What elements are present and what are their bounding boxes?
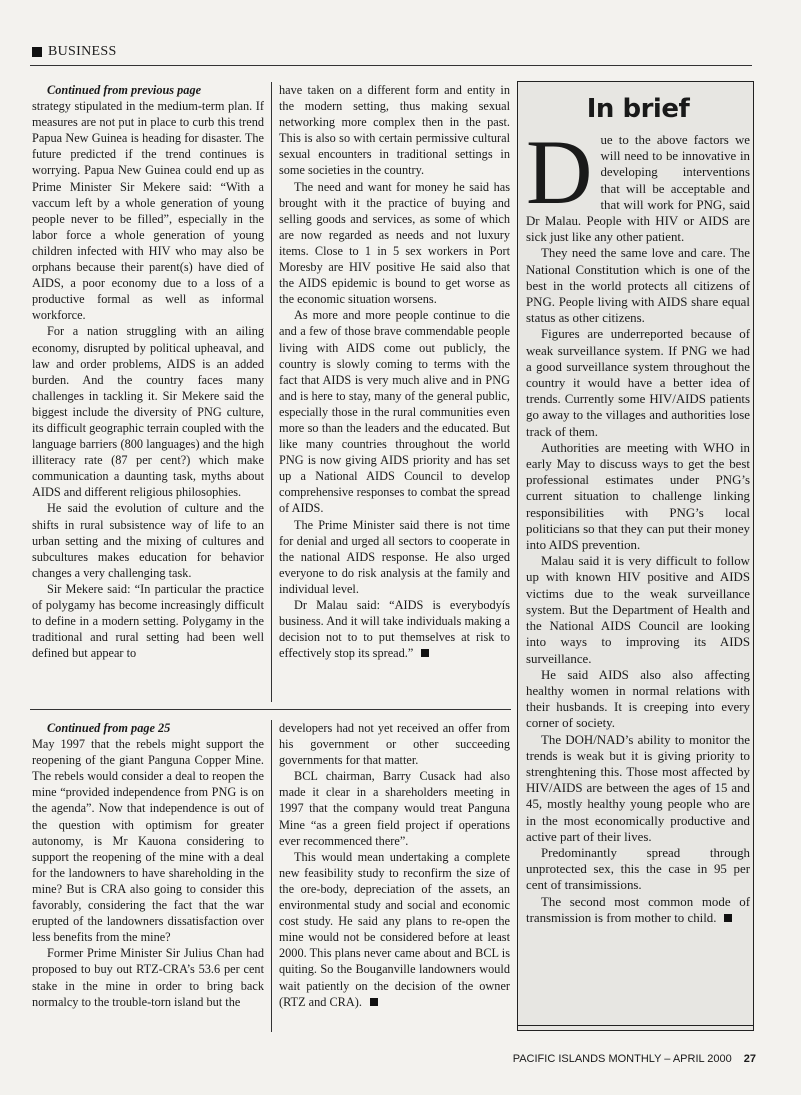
end-of-article-mark: [421, 649, 429, 657]
in-brief-first-paragraph: Due to the above factors we will need to be innovative in developing interventions that will be acceptable and that will work for PNG, said Dr Malau. People with HIV or AIDS are sick just like any other patient.: [526, 121, 750, 245]
continued-note: Continued from page 25: [47, 721, 171, 735]
paragraph: The Prime Minister said there is not time for denial and urged all sectors to cooperate in the national AIDS response. He also urged everyone to do risk analysis at the family and individual level.: [279, 517, 510, 596]
paragraph: The need and want for money he said has brought with it the practice of buying and selling goods and services, as some of which are now regarded as needs and not luxury items. Close to 1 in 5 sex workers in Port Moresby are HIV positive He said also that the AIDS epidemic is bound to get worse as the economic situation worsens.: [279, 179, 510, 307]
column-divider: [271, 720, 272, 1032]
end-of-article-mark: [724, 914, 732, 922]
section-label: BUSINESS: [48, 44, 117, 59]
in-brief-paragraph: The DOH/NAD’s ability to monitor the trends is weak but it is giving priority to strenghtening this. Those most affected by HIV/AIDS are between the ages of 15 and 45, mostly healthy young people who are in the most economically productive and active part of their lives.: [526, 732, 750, 844]
in-brief-paragraph: Authorities are meeting with WHO in early May to discuss ways to get the best professional estimates under PNG’s current situation to challenge linking responsibilities with PNG’s local politicians so that they can put their money into AIDS prevention.: [526, 440, 750, 553]
drop-cap: D: [526, 121, 593, 223]
bottom-article-column-1: [32, 720, 264, 1035]
paragraph: BCL chairman, Barry Cusack had also made it clear in a shareholders meeting in 1997 that the company would treat Panguna Mine “as a green field project if operations ever recommenced there”.: [279, 769, 510, 848]
paragraph: Sir Mekere said: “In particular the practice of polygamy has become increasingly difficult to define in a modern setting. Polygamy in the traditional and rural setting had been well defined but appear to: [32, 581, 264, 661]
in-brief-title: In brief: [586, 94, 690, 124]
in-brief-box: [517, 81, 754, 1031]
paragraph: This would mean undertaking a complete new feasibility study to reconfirm the size of the ore-body, depreciation of the assets, an environmental study and social and economic cost study. He said any plans to re-open the mine would not be considered before at least 2000. This plans never came about and BCL is quiting. So the Bouganville landowners would wait patiently on the decision of the owner (RTZ and CRA).: [279, 849, 510, 1009]
page-footer: [0, 1053, 756, 1065]
publication-name: PACIFIC ISLANDS MONTHLY – APRIL 2000: [512, 1053, 732, 1065]
in-brief-paragraph: They need the same love and care. The National Constitution which is one of the best in the world protects all citizens of PNG. People living with AIDS share equal status as other citizens.: [526, 246, 750, 326]
in-brief-bottom-rule: [518, 1025, 753, 1026]
section-marker: [32, 47, 42, 57]
paragraph: For a nation struggling with an ailing economy, disrupted by political upheaval, and law and order problems, AIDS is an added burden. And the country faces many challenges in tackling it. Sir Mekere said the biggest include the diversity of PNG culture, its difficult geographic terrain coupled with the language barriers (800 languages) and the high illiteracy rate (87 per cent?) which make communication a daunting task, myths about AIDS and different religious philosophies.: [32, 324, 264, 500]
top-article-column-1: [32, 82, 264, 702]
paragraph: developers had not yet received an offer from his government or other succeeding governments for that matter.: [279, 721, 510, 768]
continued-note: Continued from previous page: [47, 83, 202, 97]
in-brief-paragraph: Figures are underreported because of weak surveillance system. If PNG we had a good surveillance system throughout the country it would have a better idea of trends. Currently some HIV/AIDS patients go away to the villages and authorities lose track of them.: [526, 327, 750, 439]
paragraph: As more and more people continue to die and a few of those brave commendable people living with AIDS come out publicly, the country is slowly coming to terms with the fact that AIDS is very much alive and in PNG and is here to stay, many of the general public, especially those in the rural communities even more so than the leaders and the educated. But like many countries throughout the world PNG is now giving AIDS priority and has set up a National AIDS Council to develop comprehensive responses to combat the spread of AIDS.: [279, 308, 510, 516]
page-header: [30, 43, 752, 66]
in-brief-text: [526, 121, 750, 926]
in-brief-paragraph: Predominantly spread through unprotected sex, this the case in 95 per cent of transimissions.: [526, 845, 750, 893]
in-brief-paragraph: Malau said it is very difficult to follow up with known HIV positive and AIDS victims due to the weak surveillance system. But the Department of Health and the National AIDS Council are looking into ways to improving its AIDS surveillance.: [526, 554, 750, 666]
paragraph: He said the evolution of culture and the shifts in rural subsistence way of life to an urban setting and the mixing of cultures and subcultures makes education for behavior changes a very challenging task.: [32, 501, 264, 580]
bottom-article-column-2: [279, 720, 510, 1035]
page-number: 27: [743, 1053, 756, 1065]
paragraph: Dr Malau said: “AIDS is everybodyís business. And it will take individuals making a decision not to to put themselves at risk to effectively stop its spread.”: [279, 598, 510, 661]
article-separator: [30, 709, 511, 710]
paragraph: Former Prime Minister Sir Julius Chan had proposed to buy out RTZ-CRA’s 53.6 per cent stake in the mine in order to bring back normalcy to the trouble-torn island but the: [32, 946, 264, 1009]
paragraph: have taken on a different form and entity in the modern setting, thus making sexual networking more complex then in the past. This is also so with certain permissive cultural sexual encounters in traditional settings in some societies in the country.: [279, 83, 510, 178]
in-brief-last-paragraph: The second most common mode of transmission is from mother to child.: [526, 894, 750, 925]
paragraph: May 1997 that the rebels might support the reopening of the giant Panguna Copper Mine. The rebels would consider a deal to reopen the mine “provided independence from PNG is on the agenda”. Now that independence is out of the question with optimism for greater autonomy, is Mr Kauona considering to support the reopening of the mine with a deal for the landowners to have shareholding in the mine? But is CRA also going to consider this favorably, considering the fact that the war erupted of the landowners dissatisfaction over less benefits from the mine?: [32, 737, 264, 945]
top-article-column-2: [279, 82, 510, 702]
paragraph: strategy stipulated in the medium-term plan. If measures are not put in place to curb this trend Papua New Guinea is heading for disaster. The future predicted if the trend continues is worrying. Papua New Guinea could end up as Prime Minister Sir Mekere said: “With a vaccum left by a whole generation of young people never to be filled”, especially in the labor force a whole generation of young children infected with HIV who may also be orphans because their parent(s) have died of AIDS, a poor economy due to a loss of a productive formal as well as informal workforce.: [32, 99, 264, 323]
column-divider: [271, 82, 272, 702]
end-of-article-mark: [370, 998, 378, 1006]
in-brief-paragraph: He said AIDS also also affecting healthy women in normal relations with their husbands. It is creeping into every corner of society.: [526, 667, 750, 731]
